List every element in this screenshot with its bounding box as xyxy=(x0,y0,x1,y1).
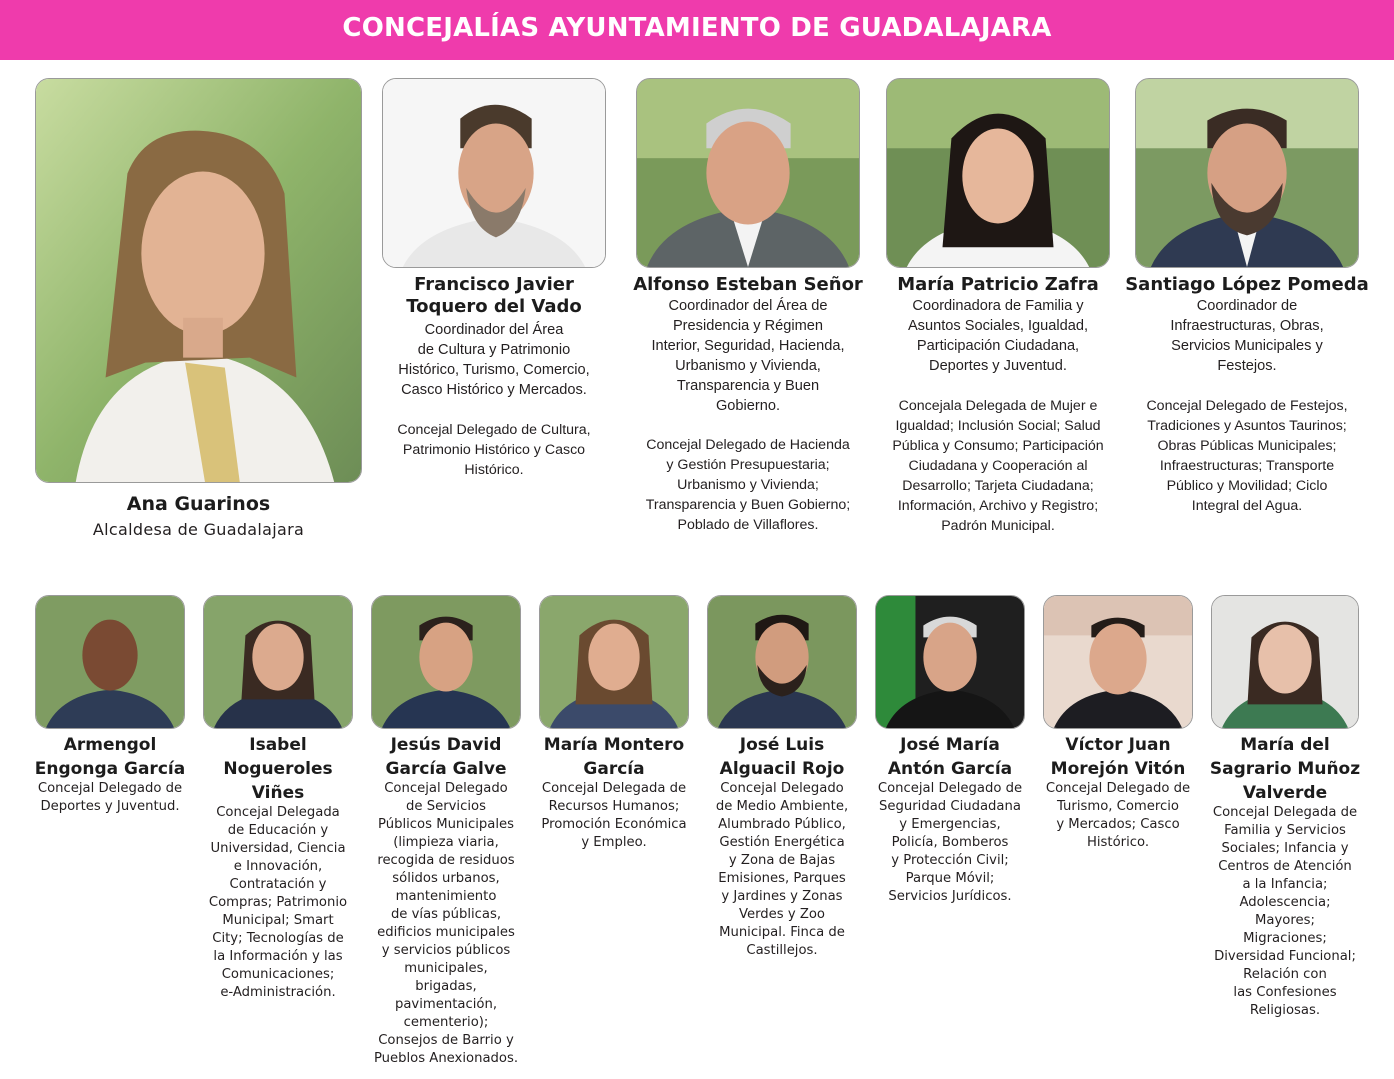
coordinator-role: Coordinadora de Familia y Asuntos Sociales, Igualdad, Participación Ciudadana, Deportes y Juventud. xyxy=(907,298,1089,374)
councillor-photo xyxy=(539,595,689,729)
councillor-role: Concejal Delegado de Seguridad Ciudadana y Emergencias, Policía, Bomberos y Protección Civil; Parque Móvil; Servicios Jurídicos. xyxy=(877,781,1023,904)
councillor-name: José María Antón García xyxy=(887,735,1013,779)
coordinator-name: Santiago López Pomeda xyxy=(1125,274,1369,295)
councillor-photo xyxy=(875,595,1025,729)
councillor-name: José Luis Alguacil Rojo xyxy=(719,735,845,779)
councillor-name: Armengol Engonga García xyxy=(34,735,186,779)
councillor-name: Víctor Juan Morejón Vitón xyxy=(1050,735,1186,779)
coordinator-photo xyxy=(636,78,860,268)
coordinator-role: Coordinador del Área de Cultura y Patrimonio Histórico, Turismo, Comercio, Casco Histórico y Mercados. xyxy=(398,322,590,398)
councillor-photo xyxy=(707,595,857,729)
coordinator-name: María Patricio Zafra xyxy=(897,274,1099,295)
coordinator-role: Coordinador del Área de Presidencia y Régimen Interior, Seguridad, Hacienda, Urbanismo y Vivienda, Transparencia y Buen Gobierno. xyxy=(651,298,845,414)
coordinator-delegation: Concejal Delegado de Hacienda y Gestión Presupuestaria; Urbanismo y Vivienda; Transparencia y Buen Gobierno; Poblado de Villaflores. xyxy=(645,437,851,533)
coordinator-delegation: Concejal Delegado de Festejos, Tradiciones y Asuntos Taurinos; Obras Públicas Municipales; Infraestructuras; Transporte Público y Movilidad; Ciclo Integral del Agua. xyxy=(1146,398,1348,514)
mayor-role: Alcaldesa de Guadalajara xyxy=(92,520,305,539)
councillor-photo xyxy=(371,595,521,729)
mayor-name: Ana Guarinos xyxy=(126,493,271,515)
coordinator-name: Francisco Javier Toquero del Vado xyxy=(406,274,582,317)
coordinator-role: Coordinador de Infraestructuras, Obras, Servicios Municipales y Festejos. xyxy=(1170,298,1324,374)
councillor-photo xyxy=(35,595,185,729)
header-banner xyxy=(0,0,1394,60)
coordinator-delegation: Concejal Delegado de Cultura, Patrimonio Histórico y Casco Histórico. xyxy=(397,422,591,478)
councillor-name: Isabel Nogueroles Viñes xyxy=(223,735,333,803)
councillor-role: Concejal Delegada de Familia y Servicios Sociales; Infancia y Centros de Atención a la Infancia; Adolescencia; Mayores; Migraciones; Diversidad Funcional; Relación con las Confesiones Religiosas. xyxy=(1212,805,1358,1018)
mayor-photo xyxy=(35,78,362,483)
councillor-role: Concejal Delegada de Educación y Universidad, Ciencia e Innovación, Contratación y Compras; Patrimonio Municipal; Smart City; Tecnologías de la Información y las Comunicaciones; e-Administración. xyxy=(208,805,348,1000)
councillor-role: Concejal Delegado de Medio Ambiente, Alumbrado Público, Gestión Energética y Zona de Bajas Emisiones, Parques y Jardines y Zonas Verdes y Zoo Municipal. Finca de Castillejos. xyxy=(715,781,849,958)
councillor-name: María del Sagrario Muñoz Valverde xyxy=(1209,735,1361,803)
coordinator-delegation: Concejala Delegada de Mujer e Igualdad; Inclusión Social; Salud Pública y Consumo; Participación Ciudadana y Cooperación al Desarrollo; Tarjeta Ciudadana; Información, Archivo y Registro; Padrón Municipal. xyxy=(892,398,1104,534)
councillor-role: Concejal Delegado de Deportes y Juventud. xyxy=(37,781,183,814)
coordinator-photo xyxy=(886,78,1110,268)
coordinator-photo xyxy=(382,78,606,268)
coordinator-name: Alfonso Esteban Señor xyxy=(633,274,863,295)
councillor-name: Jesús David García Galve xyxy=(385,735,507,779)
page-title: CONCEJALÍAS AYUNTAMIENTO DE GUADALAJARA xyxy=(342,13,1052,43)
councillor-role: Concejal Delegada de Recursos Humanos; Promoción Económica y Empleo. xyxy=(541,781,687,850)
councillor-role: Concejal Delegado de Turismo, Comercio y Mercados; Casco Histórico. xyxy=(1045,781,1191,850)
coordinator-photo xyxy=(1135,78,1359,268)
councillor-photo xyxy=(1211,595,1359,729)
councillor-photo xyxy=(203,595,353,729)
councillor-name: María Montero García xyxy=(543,735,685,779)
councillor-role: Concejal Delegado de Servicios Públicos Municipales (limpieza viaria, recogida de residuos sólidos urbanos, mantenimiento de vías públicas, edificios municipales y servicios públicos municipales, brigadas, pavimentación, cementerio); Consejos de Barrio y Pueblos Anexionados. xyxy=(373,781,519,1066)
councillor-photo xyxy=(1043,595,1193,729)
